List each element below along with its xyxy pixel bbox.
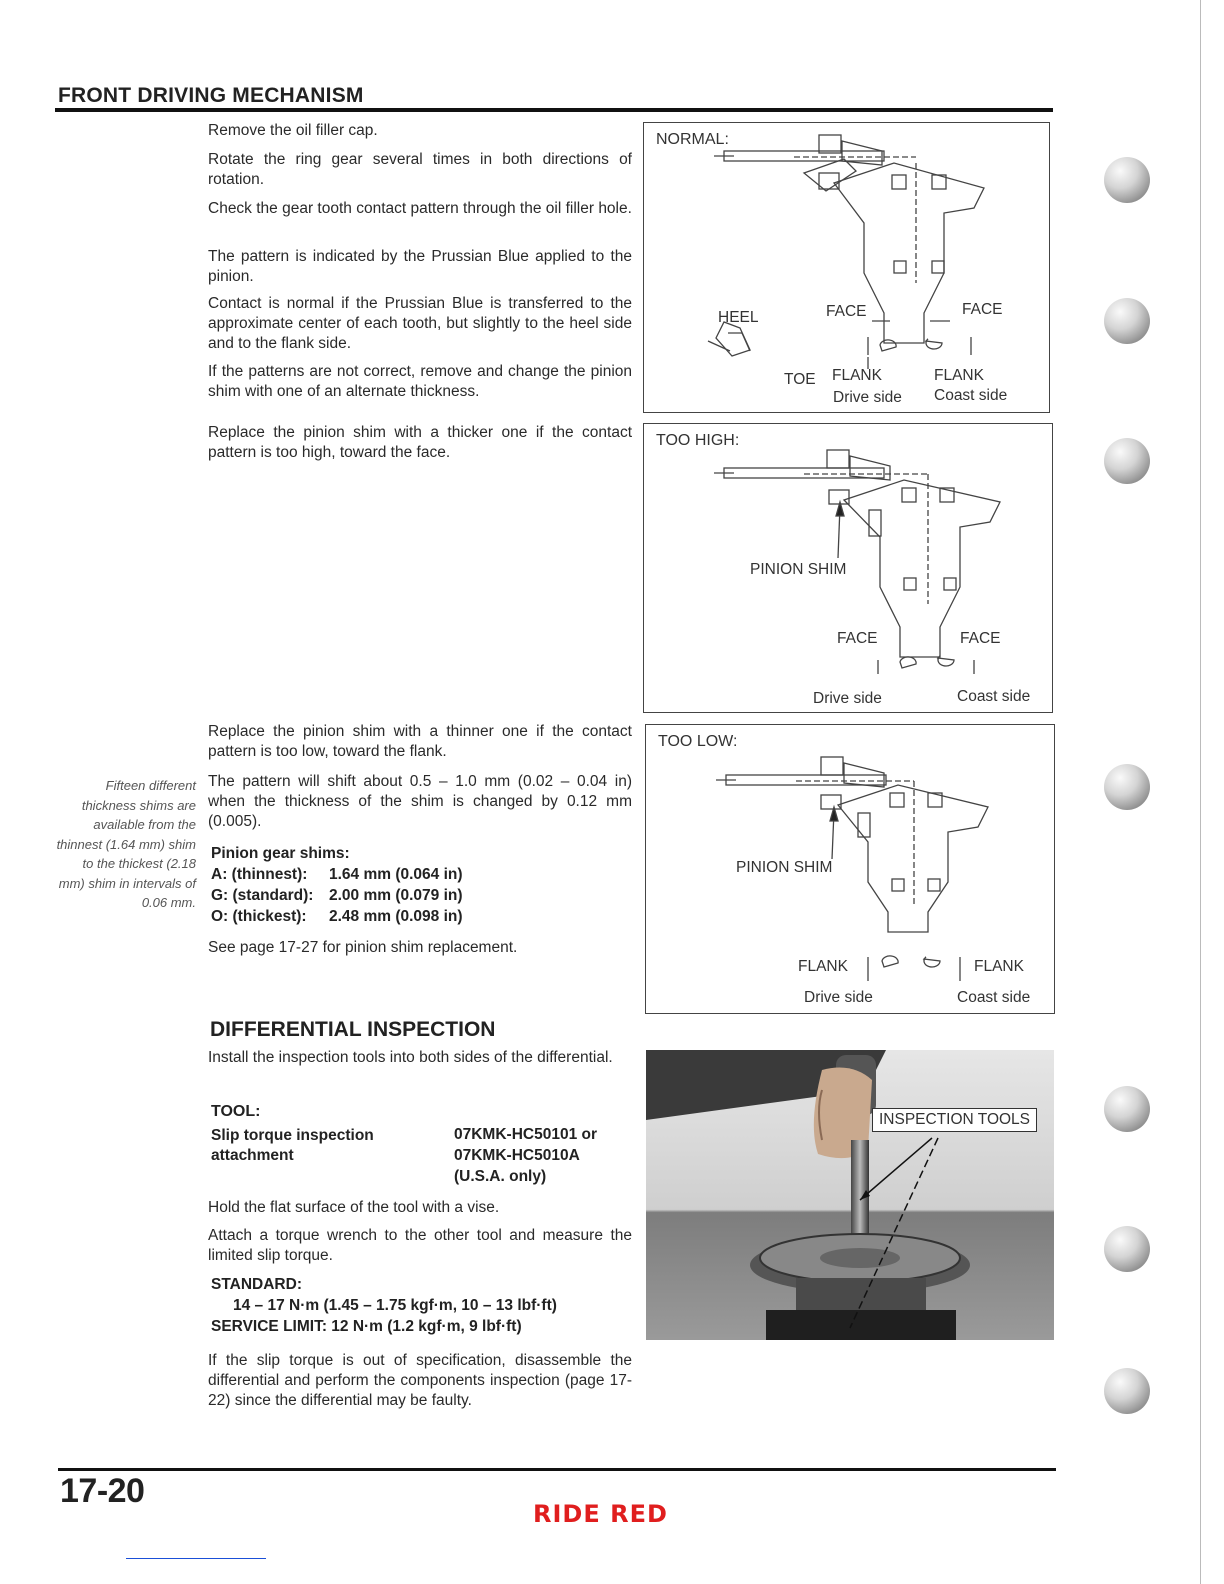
- shim-table: [211, 843, 463, 927]
- flank-label: FLANK: [974, 958, 1024, 975]
- figure-label: TOO LOW:: [658, 733, 738, 750]
- section-tab-marker: [1104, 157, 1150, 203]
- face-label: FACE: [826, 303, 867, 320]
- shift-instruction: The pattern will shift about 0.5 – 1.0 mm (0.02 – 0.04 in) when the thickness of the shim is changed by 0.12 mm (0.005).: [208, 773, 632, 830]
- section-tab-marker: [1104, 764, 1150, 810]
- install-tools-text: Install the inspection tools into both sides of the differential.: [208, 1049, 613, 1066]
- shim-row: G: (standard): 2.00 mm (0.079 in): [211, 887, 463, 904]
- footer-rule: [58, 1468, 1056, 1471]
- photo-illustration: [646, 1050, 1054, 1340]
- step-incorrect-pattern: If the patterns are not correct, remove and change the pinion shim with one of an alternate thickness.: [208, 363, 632, 400]
- face-label: FACE: [837, 630, 878, 647]
- coast-side-label: Coast side: [957, 989, 1031, 1006]
- link-underline: [126, 1558, 266, 1559]
- page-number: 17-20: [60, 1472, 145, 1510]
- figure-too-low: [645, 724, 1055, 1014]
- face-label: FACE: [962, 301, 1003, 318]
- tool-name: Slip torque inspection attachment: [211, 1127, 374, 1164]
- shim-row: A: (thinnest): 1.64 mm (0.064 in): [211, 866, 463, 883]
- section-tab-marker: [1104, 438, 1150, 484]
- brand-logo: RIDE RED: [533, 1500, 668, 1528]
- hold-tool-text: Hold the flat surface of the tool with a vise.: [208, 1199, 500, 1216]
- step-rotate-gear: Rotate the ring gear several times in both directions of rotation.: [208, 151, 632, 188]
- step-remove-cap: Remove the oil filler cap.: [208, 122, 378, 139]
- section-title-differential: DIFFERENTIAL INSPECTION: [210, 1018, 496, 1041]
- too-high-instruction: Replace the pinion shim with a thicker one if the contact pattern is too high, toward the face.: [208, 424, 632, 461]
- out-of-spec-text: If the slip torque is out of specification, disassemble the differential and perform the components inspection (page 17-22) since the differential may be faulty.: [208, 1352, 632, 1409]
- drive-side-label: Drive side: [833, 389, 902, 406]
- coast-side-label: Coast side: [957, 688, 1031, 705]
- section-tab-marker: [1104, 1226, 1150, 1272]
- binding-edge: [1200, 0, 1201, 1584]
- pinion-shim-label: PINION SHIM: [736, 859, 833, 876]
- step-contact-normal: Contact is normal if the Prussian Blue is transferred to the approximate center of each tooth, but slightly to the heel side and to the flank side.: [208, 295, 632, 352]
- coast-side-label: Coast side: [934, 387, 1008, 404]
- toe-label: TOE: [784, 371, 816, 388]
- header-rule: [55, 108, 1053, 112]
- pinion-shim-label: PINION SHIM: [750, 561, 847, 578]
- too-low-instruction: Replace the pinion shim with a thinner one if the contact pattern is too low, toward the flank.: [208, 723, 632, 760]
- side-note: Fifteen different thickness shims are available from the thinnest (1.64 mm) shim to the thickest (2.18 mm) shim in intervals of 0.06 mm.: [56, 778, 196, 910]
- figure-label: TOO HIGH:: [656, 432, 740, 449]
- step-check-pattern: Check the gear tooth contact pattern through the oil filler hole.: [208, 200, 632, 217]
- tool-label: TOOL:: [211, 1103, 261, 1120]
- gear-diagram: [644, 424, 1050, 710]
- standard-spec: STANDARD: 14 – 17 N·m (1.45 – 1.75 kgf·m, 10 – 13 lbf·ft) SERVICE LIMIT: 12 N·m (1.2 kgf·m, 9 lbf·ft): [211, 1276, 557, 1335]
- drive-side-label: Drive side: [813, 690, 882, 707]
- flank-label: FLANK: [798, 958, 848, 975]
- section-tab-marker: [1104, 1368, 1150, 1414]
- attach-wrench-text: Attach a torque wrench to the other tool and measure the limited slip torque.: [208, 1227, 632, 1264]
- face-label: FACE: [960, 630, 1001, 647]
- drive-side-label: Drive side: [804, 989, 873, 1006]
- heel-label: HEEL: [718, 309, 759, 326]
- section-tab-marker: [1104, 298, 1150, 344]
- flank-label: FLANK: [832, 367, 882, 384]
- section-tab-marker: [1104, 1086, 1150, 1132]
- inspection-tools-callout: INSPECTION TOOLS: [872, 1108, 1037, 1132]
- inspection-tools-photo: [646, 1050, 1054, 1340]
- flank-label: FLANK: [934, 367, 984, 384]
- figure-too-high: [643, 423, 1053, 713]
- figure-normal: [643, 122, 1050, 413]
- tool-code: 07KMK-HC50101 or 07KMK-HC5010A (U.S.A. only): [454, 1126, 597, 1185]
- see-page-reference: See page 17-27 for pinion shim replacement.: [208, 939, 518, 956]
- shim-row: O: (thickest): 2.48 mm (0.098 in): [211, 908, 463, 925]
- page-title: FRONT DRIVING MECHANISM: [58, 84, 364, 107]
- shim-table-title: Pinion gear shims:: [211, 845, 350, 862]
- figure-label: NORMAL:: [656, 131, 729, 148]
- step-prussian-blue: The pattern is indicated by the Prussian Blue applied to the pinion.: [208, 248, 632, 285]
